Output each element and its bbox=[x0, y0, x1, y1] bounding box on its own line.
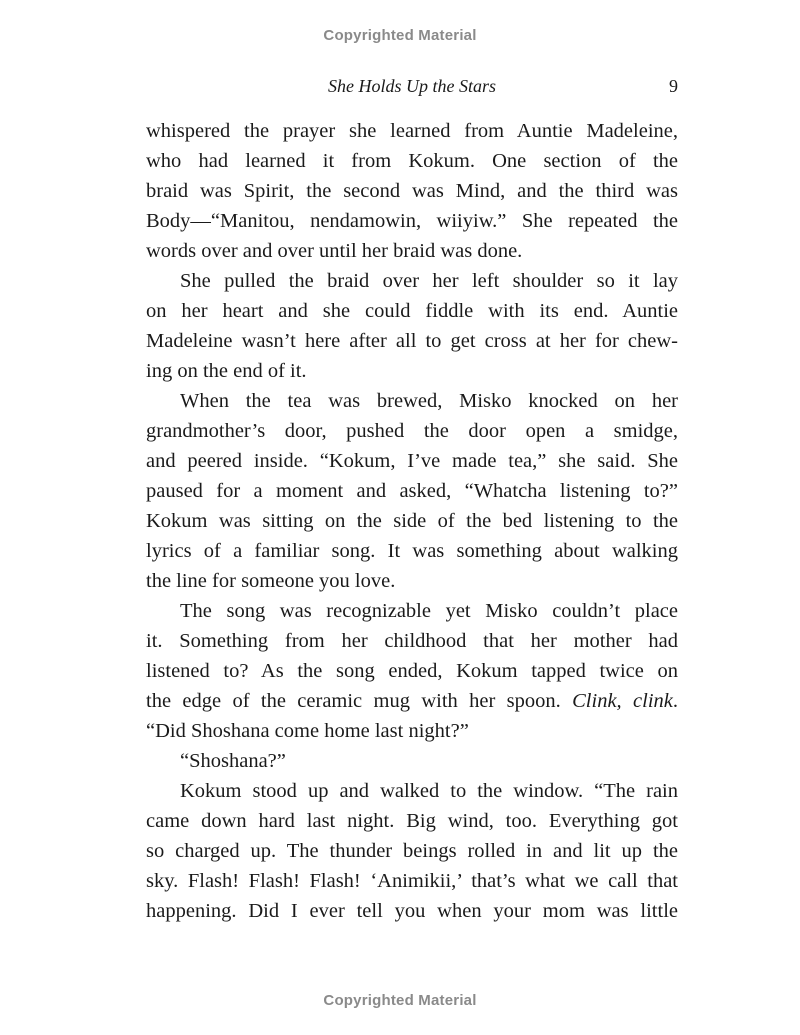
text-line: grandmother’s door, pushed the door open a smidge, bbox=[146, 420, 678, 442]
text-line: and peered inside. “Kokum, I’ve made tea,” she said. She bbox=[146, 450, 678, 472]
copyright-watermark-top: Copyrighted Material bbox=[323, 27, 477, 44]
text-line: Madeleine wasn’t here after all to get cross at her for chew- bbox=[146, 330, 678, 352]
text-line: who had learned it from Kokum. One section of the bbox=[146, 150, 678, 172]
text-line: sky. Flash! Flash! Flash! ‘Animikii,’ that’s what we call that bbox=[146, 870, 678, 892]
italic-sound-effect: Clink, clink bbox=[572, 690, 673, 712]
text-segment: . bbox=[672, 690, 678, 712]
body-text bbox=[146, 116, 678, 926]
running-title: She Holds Up the Stars bbox=[328, 76, 496, 96]
text-line: Kokum was sitting on the side of the bed listening to the bbox=[146, 510, 678, 532]
text-line: happening. Did I ever tell you when your mom was little bbox=[146, 900, 678, 922]
text-line: Kokum stood up and walked to the window. “The rain bbox=[180, 780, 678, 802]
text-line: the line for someone you love. bbox=[146, 570, 396, 592]
text-line: braid was Spirit, the second was Mind, and the third was bbox=[146, 180, 678, 202]
text-line: on her heart and she could fiddle with its end. Auntie bbox=[146, 300, 678, 322]
text-segment: the edge of the ceramic mug with her spoon. bbox=[146, 690, 573, 712]
text-line: listened to? As the song ended, Kokum tapped twice on bbox=[146, 660, 678, 682]
text-line: paused for a moment and asked, “Whatcha listening to?” bbox=[146, 480, 678, 502]
page-number: 9 bbox=[669, 76, 678, 96]
text-line: came down hard last night. Big wind, too. Everything got bbox=[146, 810, 678, 832]
text-line: The song was recognizable yet Misko couldn’t place bbox=[180, 600, 678, 622]
text-line: She pulled the braid over her left shoulder so it lay bbox=[180, 270, 678, 292]
text-line: lyrics of a familiar song. It was something about walking bbox=[146, 540, 678, 562]
text-line-with-italic bbox=[146, 686, 678, 716]
text-line: so charged up. The thunder beings rolled in and lit up the bbox=[146, 840, 678, 862]
copyright-watermark-bottom: Copyrighted Material bbox=[323, 992, 477, 1009]
text-line: “Did Shoshana come home last night?” bbox=[146, 720, 469, 742]
text-line: When the tea was brewed, Misko knocked on her bbox=[180, 390, 678, 412]
text-line: “Shoshana?” bbox=[180, 750, 286, 772]
text-line: whispered the prayer she learned from Auntie Madeleine, bbox=[146, 120, 678, 142]
running-head bbox=[146, 76, 678, 100]
text-line: words over and over until her braid was done. bbox=[146, 240, 523, 262]
text-line: Body—“Manitou, nendamowin, wiiyiw.” She repeated the bbox=[146, 210, 678, 232]
text-line: it. Something from her childhood that her mother had bbox=[146, 630, 678, 652]
text-line: ing on the end of it. bbox=[146, 360, 307, 382]
